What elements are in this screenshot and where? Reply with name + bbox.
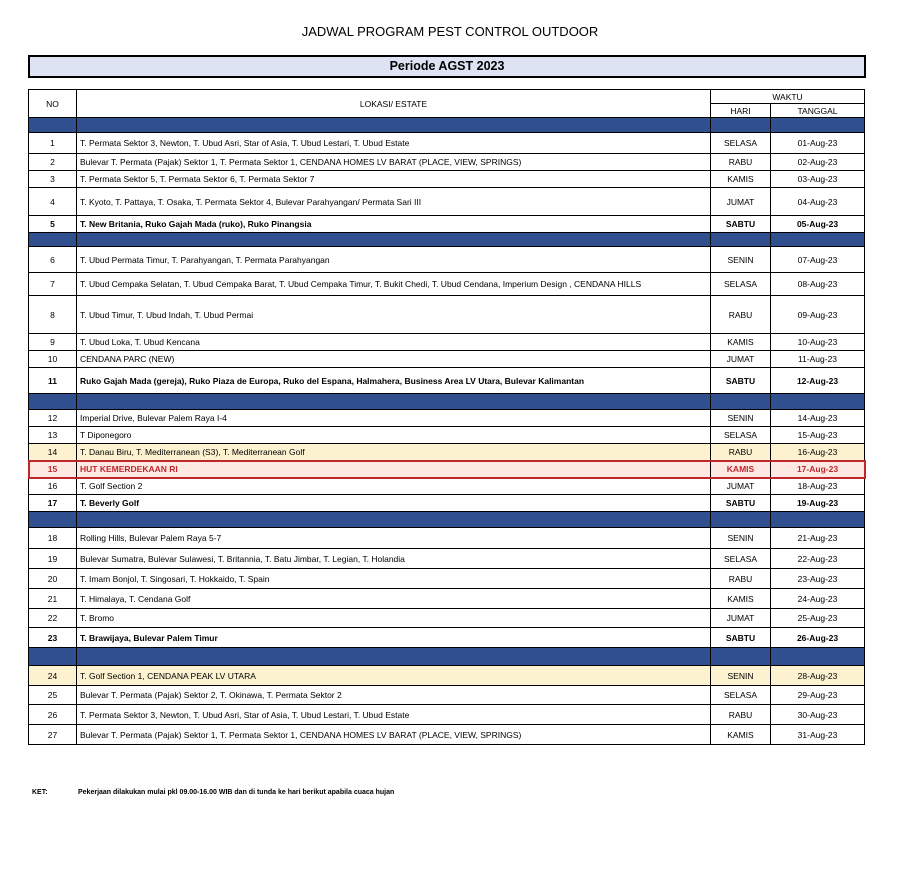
cell-no: 2	[29, 154, 77, 171]
cell-tanggal: 15-Aug-23	[771, 427, 865, 444]
header-hari: HARI	[711, 104, 771, 118]
cell-lokasi: T. Permata Sektor 3, Newton, T. Ubud Asri, Star of Asia, T. Ubud Lestari, T. Ubud Estate	[77, 705, 711, 725]
cell-tanggal: 04-Aug-23	[771, 188, 865, 216]
table-row	[29, 188, 865, 216]
cell-lokasi: T. Beverly Golf	[77, 495, 711, 512]
cell-hari: JUMAT	[711, 609, 771, 628]
separator-cell	[711, 648, 771, 666]
cell-no: 6	[29, 247, 77, 273]
cell-lokasi: Bulevar Sumatra, Bulevar Sulawesi, T. Britannia, T. Batu Jimbar, T. Legian, T. Holandia	[77, 549, 711, 569]
table-row	[29, 351, 865, 368]
separator-cell	[29, 118, 77, 133]
cell-hari: SABTU	[711, 495, 771, 512]
cell-hari: SELASA	[711, 549, 771, 569]
separator-cell	[29, 233, 77, 247]
cell-tanggal: 16-Aug-23	[771, 444, 865, 461]
cell-hari: JUMAT	[711, 351, 771, 368]
cell-tanggal: 08-Aug-23	[771, 273, 865, 296]
separator-cell	[77, 512, 711, 528]
cell-lokasi: Bulevar T. Permata (Pajak) Sektor 2, T. Okinawa, T. Permata Sektor 2	[77, 686, 711, 705]
document-title: JADWAL PROGRAM PEST CONTROL OUTDOOR	[301, 24, 599, 39]
cell-tanggal: 25-Aug-23	[771, 609, 865, 628]
cell-hari: KAMIS	[711, 334, 771, 351]
cell-hari: RABU	[711, 296, 771, 334]
cell-lokasi: T Diponegoro	[77, 427, 711, 444]
separator-cell	[77, 394, 711, 410]
cell-tanggal: 03-Aug-23	[771, 171, 865, 188]
table-row	[29, 666, 865, 686]
separator-cell	[711, 233, 771, 247]
cell-lokasi: T. Permata Sektor 5, T. Permata Sektor 6, T. Permata Sektor 7	[77, 171, 711, 188]
cell-lokasi: HUT KEMERDEKAAN RI	[77, 461, 711, 478]
cell-no: 3	[29, 171, 77, 188]
table-row	[29, 154, 865, 171]
cell-lokasi: T. Permata Sektor 3, Newton, T. Ubud Asri, Star of Asia, T. Ubud Lestari, T. Ubud Estate	[77, 133, 711, 154]
week-separator-row	[29, 512, 865, 528]
separator-cell	[77, 648, 711, 666]
separator-cell	[711, 512, 771, 528]
cell-no: 23	[29, 628, 77, 648]
cell-hari: SELASA	[711, 273, 771, 296]
table-row	[29, 368, 865, 394]
cell-lokasi: T. Bromo	[77, 609, 711, 628]
separator-cell	[771, 118, 865, 133]
separator-cell	[771, 512, 865, 528]
cell-no: 10	[29, 351, 77, 368]
cell-hari: RABU	[711, 154, 771, 171]
week-separator-row	[29, 648, 865, 666]
cell-hari: KAMIS	[711, 171, 771, 188]
table-row	[29, 410, 865, 427]
cell-no: 17	[29, 495, 77, 512]
header-waktu: WAKTU	[711, 90, 865, 104]
cell-lokasi: T. Ubud Loka, T. Ubud Kencana	[77, 334, 711, 351]
schedule-table	[28, 89, 865, 745]
cell-tanggal: 29-Aug-23	[771, 686, 865, 705]
cell-hari: SENIN	[711, 247, 771, 273]
table-row	[29, 609, 865, 628]
cell-no: 27	[29, 725, 77, 745]
table-row	[29, 133, 865, 154]
cell-tanggal: 18-Aug-23	[771, 478, 865, 495]
table-row	[29, 171, 865, 188]
cell-lokasi: T. Golf Section 2	[77, 478, 711, 495]
cell-no: 14	[29, 444, 77, 461]
cell-hari: RABU	[711, 444, 771, 461]
cell-no: 11	[29, 368, 77, 394]
separator-cell	[711, 118, 771, 133]
cell-hari: KAMIS	[711, 725, 771, 745]
cell-lokasi: T. Danau Biru, T. Mediterranean (S3), T. Mediterranean Golf	[77, 444, 711, 461]
cell-no: 21	[29, 589, 77, 609]
table-row	[29, 528, 865, 549]
header-tanggal: TANGGAL	[771, 104, 865, 118]
cell-no: 13	[29, 427, 77, 444]
table-row	[29, 725, 865, 745]
cell-lokasi: CENDANA PARC (NEW)	[77, 351, 711, 368]
cell-no: 20	[29, 569, 77, 589]
footer-ket-label: KET:	[32, 789, 48, 796]
cell-no: 4	[29, 188, 77, 216]
cell-hari: JUMAT	[711, 478, 771, 495]
cell-lokasi: Rolling Hills, Bulevar Palem Raya 5-7	[77, 528, 711, 549]
cell-tanggal: 05-Aug-23	[771, 216, 865, 233]
cell-lokasi: T. Brawijaya, Bulevar Palem Timur	[77, 628, 711, 648]
cell-lokasi: Ruko Gajah Mada (gereja), Ruko Piaza de Europa, Ruko del Espana, Halmahera, Business Area LV Utara, Bulevar Kalimantan	[77, 368, 711, 394]
separator-cell	[711, 394, 771, 410]
cell-tanggal: 24-Aug-23	[771, 589, 865, 609]
cell-tanggal: 22-Aug-23	[771, 549, 865, 569]
table-row	[29, 247, 865, 273]
cell-hari: SENIN	[711, 528, 771, 549]
period-banner: Periode AGST 2023	[28, 55, 866, 78]
cell-no: 22	[29, 609, 77, 628]
cell-lokasi: Imperial Drive, Bulevar Palem Raya I-4	[77, 410, 711, 427]
cell-tanggal: 19-Aug-23	[771, 495, 865, 512]
cell-lokasi: Bulevar T. Permata (Pajak) Sektor 1, T. Permata Sektor 1, CENDANA HOMES LV BARAT (PLACE, VIEW, SPRINGS)	[77, 154, 711, 171]
separator-cell	[29, 648, 77, 666]
cell-lokasi: T. Ubud Permata Timur, T. Parahyangan, T. Permata Parahyangan	[77, 247, 711, 273]
table-row	[29, 495, 865, 512]
cell-hari: SELASA	[711, 686, 771, 705]
cell-no: 15	[29, 461, 77, 478]
table-row	[29, 296, 865, 334]
table-row	[29, 628, 865, 648]
cell-no: 16	[29, 478, 77, 495]
cell-lokasi: T. Golf Section 1, CENDANA PEAK LV UTARA	[77, 666, 711, 686]
cell-lokasi: T. Imam Bonjol, T. Singosari, T. Hokkaido, T. Spain	[77, 569, 711, 589]
cell-lokasi: T. Ubud Timur, T. Ubud Indah, T. Ubud Permai	[77, 296, 711, 334]
cell-tanggal: 31-Aug-23	[771, 725, 865, 745]
cell-lokasi: T. Himalaya, T. Cendana Golf	[77, 589, 711, 609]
cell-tanggal: 12-Aug-23	[771, 368, 865, 394]
cell-no: 8	[29, 296, 77, 334]
cell-tanggal: 17-Aug-23	[771, 461, 865, 478]
table-body	[29, 118, 865, 745]
table-row	[29, 705, 865, 725]
cell-hari: SABTU	[711, 216, 771, 233]
table-header	[29, 90, 865, 118]
cell-tanggal: 23-Aug-23	[771, 569, 865, 589]
cell-tanggal: 11-Aug-23	[771, 351, 865, 368]
cell-hari: SENIN	[711, 666, 771, 686]
table-row	[29, 334, 865, 351]
separator-cell	[771, 394, 865, 410]
table-row	[29, 589, 865, 609]
week-separator-row	[29, 233, 865, 247]
cell-hari: RABU	[711, 569, 771, 589]
cell-lokasi: T. Ubud Cempaka Selatan, T. Ubud Cempaka Barat, T. Ubud Cempaka Timur, T. Bukit Chedi, T. Ubud Cendana, Imperium Design , CENDANA HILLS	[77, 273, 711, 296]
separator-cell	[771, 233, 865, 247]
cell-tanggal: 30-Aug-23	[771, 705, 865, 725]
cell-lokasi: Bulevar T. Permata (Pajak) Sektor 1, T. Permata Sektor 1, CENDANA HOMES LV BARAT (PLACE, VIEW, SPRINGS)	[77, 725, 711, 745]
cell-tanggal: 14-Aug-23	[771, 410, 865, 427]
table-row	[29, 427, 865, 444]
cell-lokasi: T. New Britania, Ruko Gajah Mada (ruko), Ruko Pinangsia	[77, 216, 711, 233]
cell-tanggal: 07-Aug-23	[771, 247, 865, 273]
table-row	[29, 216, 865, 233]
cell-tanggal: 26-Aug-23	[771, 628, 865, 648]
cell-no: 12	[29, 410, 77, 427]
separator-cell	[77, 118, 711, 133]
cell-no: 25	[29, 686, 77, 705]
cell-no: 7	[29, 273, 77, 296]
week-separator-row	[29, 118, 865, 133]
separator-cell	[29, 394, 77, 410]
cell-tanggal: 01-Aug-23	[771, 133, 865, 154]
separator-cell	[771, 648, 865, 666]
cell-lokasi: T. Kyoto, T. Pattaya, T. Osaka, T. Permata Sektor 4, Bulevar Parahyangan/ Permata Sari III	[77, 188, 711, 216]
table-row	[29, 273, 865, 296]
cell-hari: KAMIS	[711, 461, 771, 478]
cell-no: 26	[29, 705, 77, 725]
cell-tanggal: 10-Aug-23	[771, 334, 865, 351]
cell-hari: SENIN	[711, 410, 771, 427]
cell-hari: KAMIS	[711, 589, 771, 609]
cell-no: 5	[29, 216, 77, 233]
table-row	[29, 569, 865, 589]
table-row	[29, 686, 865, 705]
cell-no: 18	[29, 528, 77, 549]
cell-no: 1	[29, 133, 77, 154]
cell-no: 19	[29, 549, 77, 569]
holiday-row	[29, 461, 865, 478]
cell-hari: SABTU	[711, 628, 771, 648]
cell-tanggal: 28-Aug-23	[771, 666, 865, 686]
header-no: NO	[29, 90, 77, 118]
table-row	[29, 549, 865, 569]
cell-no: 24	[29, 666, 77, 686]
cell-hari: SELASA	[711, 133, 771, 154]
week-separator-row	[29, 394, 865, 410]
cell-tanggal: 09-Aug-23	[771, 296, 865, 334]
cell-tanggal: 21-Aug-23	[771, 528, 865, 549]
cell-hari: SELASA	[711, 427, 771, 444]
table-row	[29, 444, 865, 461]
table-row	[29, 478, 865, 495]
cell-no: 9	[29, 334, 77, 351]
separator-cell	[77, 233, 711, 247]
cell-hari: JUMAT	[711, 188, 771, 216]
separator-cell	[29, 512, 77, 528]
cell-tanggal: 02-Aug-23	[771, 154, 865, 171]
cell-hari: SABTU	[711, 368, 771, 394]
cell-hari: RABU	[711, 705, 771, 725]
header-lokasi: LOKASI/ ESTATE	[77, 90, 711, 118]
footer-note: Pekerjaan dilakukan mulai pkl 09.00-16.00 WIB dan di tunda ke hari berikut apabila cuaca hujan	[78, 789, 395, 796]
